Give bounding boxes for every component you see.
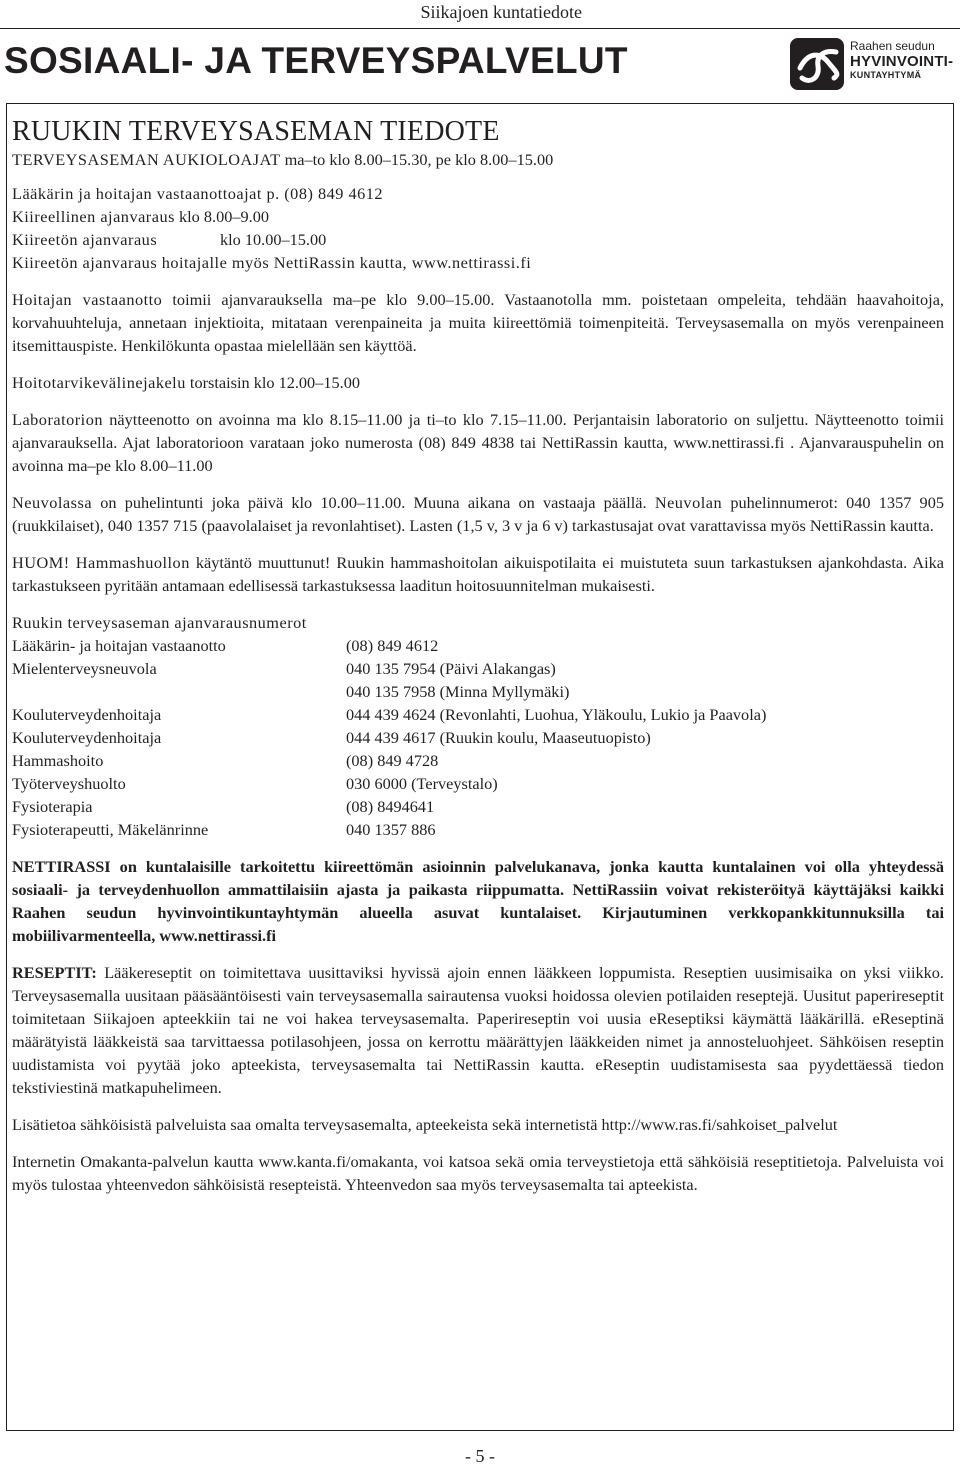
clinic-phone-label: Neuvolan (654, 493, 723, 512)
urgent-booking (12, 205, 944, 228)
knot-logo-icon (790, 38, 844, 90)
clinic-text-1: on puhelintunti joka päivä klo 10.00–11.00. Muuna aikana on vastaaja päällä. (92, 493, 655, 512)
contact-number: 040 135 7958 (Minna Myllymäki) (346, 682, 570, 701)
contact-number: (08) 8494641 (346, 797, 435, 816)
contact-row (12, 657, 944, 680)
logo-text (850, 40, 953, 80)
more-info-paragraph: Lisätietoa sähköisistä palveluista saa omalta terveysasemalta, apteekeista sekä internetistä http://www.ras.fi/sahkoiset_palvelut (12, 1115, 838, 1134)
logo-line-2: HYVINVOINTI- (850, 53, 954, 70)
header-divider (0, 28, 960, 29)
nettirassi-paragraph: NETTIRASSI on kuntalaisille tarkoitettu kiireettömän asioinnin palvelukanava, jonka kautta kuntalainen voi olla yhteydessä sosiaali- ja terveydenhuollon ammattilaisiin ajasta ja paikasta riippumatta. NettiRassiin voivat rekisteröityä käyttäjäksi kaikki Raahen seudun hyvinvointikuntayhtymän alueella asuvat kuntalaiset. Kirjautuminen verkkopankkitunnuksilla tai mobiilivarmenteella, www.nettirassi.fi (12, 857, 944, 945)
contact-row (12, 703, 944, 726)
dental-label: Hammashuollon (75, 553, 190, 572)
contacts-table (12, 634, 944, 841)
contact-row (12, 795, 944, 818)
nurse-label: Hoitajan vastaanotto (12, 290, 163, 309)
lab-label: Laboratorion (12, 410, 103, 429)
urgent-booking-time: klo 8.00–9.00 (174, 207, 270, 226)
contact-name: Mielenterveysneuvola (12, 659, 157, 678)
opening-hours-label: TERVEYSASEMAN AUKIOLOAJAT (12, 150, 281, 169)
lab-text: näytteenotto on avoinna ma klo 8.15–11.00 ja ti–to klo 7.15–11.00. Perjantaisin laboratorio on suljettu. Näytteenotto toimii ajanvarauksella. Ajat laboratorioon varataan joko numerosta (08) 849 4838 tai NettiRassin kautta, www.nettirassi.fi . Ajanvarauspuhelin on avoinna ma–pe klo 8.00–11.00 (12, 410, 944, 475)
contact-row (12, 680, 944, 703)
contact-row (12, 749, 944, 772)
prescriptions-text: Lääkereseptit on toimitettava uusittaviksi hyvissä ajoin ennen lääkkeen loppumista. Reseptien uusimisaika on yksi viikko. Terveysasemalla uusitaan pääsääntöisesti vain terveysasemalla sairautensa vuoksi hoidossa olevien potilaiden reseptejä. Uusitut paperireseptit toimitetaan Siikajoen apteekkiin tai ne voi hakea terveysasemalta. Paperireseptin voi uusia eReseptiksi käymättä lääkärillä. eReseptinä määrätyistä lääkkeistä saa tarvittaessa potilasohjeen, jossa on kerrottu määrättyjen lääkkeiden nimet ja annosteluohjeet. Sähköisen reseptin uudistamista voi pyytää joko apteekista, terveysasemalta tai NettiRassin kautta. eReseptin uudistamisesta saa pyydettäessä tiedon tekstiviestinä matkapuhelimeen. (12, 963, 944, 1097)
nurse-paragraph (12, 288, 944, 357)
article-content (12, 116, 944, 1196)
clinic-paragraph (12, 491, 944, 537)
lab-paragraph (12, 408, 944, 477)
dental-text: käytäntö muuttunut! Ruukin hammashoitolan aikuispotilaita ei muistuteta suun tarkastuksen ajankohdasta. Aika tarkastukseen pyritään antamaan edellisessä tarkastuksessa laaditun hoitosuunnitelman mukaisesti. (12, 553, 944, 595)
article-title: RUUKIN TERVEYSASEMAN TIEDOTE (12, 116, 500, 147)
contact-number: (08) 849 4612 (346, 636, 439, 655)
clinic-label: Neuvolassa (12, 493, 93, 512)
nonurgent-booking (12, 228, 944, 251)
supplies-paragraph (12, 371, 944, 394)
opening-hours (12, 148, 944, 171)
nonurgent-booking-time: klo 10.00–15.00 (220, 230, 327, 249)
urgent-booking-label: Kiireellinen ajanvaraus (12, 207, 175, 226)
contact-name: Fysioterapia (12, 797, 93, 816)
kanta-paragraph: Internetin Omakanta-palvelun kautta www.kanta.fi/omakanta, voi katsoa sekä omia terveystietoja että sähköisiä reseptitietoja. Palveluista voi myös tulostaa yhteenvedon sähköisistä resepteistä. Yhteenvedon saa myös terveysasemalta tai apteekista. (12, 1152, 944, 1194)
logo-line-1: Raahen seudun (850, 39, 935, 53)
contact-row (12, 818, 944, 841)
contact-name: Työterveyshuolto (12, 774, 126, 793)
page-number: - 5 - (465, 1446, 495, 1466)
supplies-text: torstaisin klo 12.00–15.00 (185, 373, 360, 392)
nurse-text: toimii ajanvarauksella ma–pe klo 9.00–15.00. Vastaanotolla mm. poistetaan ompeleita, tehdään haavahoitoja, korvahuuhteluja, annetaan injektioita, mitataan verenpaineita ja muita kiireettömiä toimenpiteitä. Terveysasemalla on myös verenpaineen itsemittauspiste. Henkilökunta opastaa mielellään sen käyttöä. (12, 290, 945, 355)
contact-number: 040 1357 886 (346, 820, 436, 839)
nettirassi-booking: Kiireetön ajanvaraus hoitajalle myös NettiRassin kautta, www.nettirassi.fi (12, 253, 532, 272)
dental-notice-label: HUOM! (12, 553, 70, 572)
nonurgent-booking-label: Kiireetön ajanvaraus (12, 230, 158, 249)
dental-paragraph (12, 551, 944, 597)
contact-name (12, 680, 346, 703)
contact-row (12, 634, 944, 657)
contact-number: 040 135 7954 (Päivi Alakangas) (346, 659, 556, 678)
contact-name: Kouluterveydenhoitaja (12, 705, 162, 724)
contact-name: Fysioterapeutti, Mäkelänrinne (12, 820, 209, 839)
section-title: SOSIAALI- JA TERVEYSPALVELUT (4, 40, 628, 81)
publication-name: Siikajoen kuntatiedote (420, 2, 582, 22)
contact-row (12, 726, 944, 749)
contact-row (12, 772, 944, 795)
contact-number: 044 439 4617 (Ruukin koulu, Maaseutuopisto) (346, 728, 651, 747)
contact-name: Kouluterveydenhoitaja (12, 728, 162, 747)
prescriptions-label: RESEPTIT: (12, 963, 97, 982)
supplies-label: Hoitotarvikevälinejakelu (12, 373, 186, 392)
reception-line: Lääkärin ja hoitajan vastaanottoajat p. (08) 849 4612 (12, 184, 384, 203)
contact-number: 044 439 4624 (Revonlahti, Luohua, Yläkoulu, Lukio ja Paavola) (346, 705, 767, 724)
prescriptions-paragraph (12, 961, 944, 1099)
contact-number: 030 6000 (Terveystalo) (346, 774, 498, 793)
contact-name: Hammashoito (12, 751, 104, 770)
organization-logo (790, 38, 958, 94)
opening-hours-text: ma–to klo 8.00–15.30, pe klo 8.00–15.00 (280, 150, 554, 169)
contacts-title: Ruukin terveysaseman ajanvarausnumerot (12, 613, 307, 632)
contact-number: (08) 849 4728 (346, 751, 439, 770)
contact-name: Lääkärin- ja hoitajan vastaanotto (12, 636, 226, 655)
clinic-text-2: puhelinnumerot: 040 1357 905 (ruukkilaiset), 040 1357 715 (paavolalaiset ja revonlahtiset). Lasten (1,5 v, 3 v ja 6 v) tarkastusajat ovat varattavissa myös NettiRassin kautta. (12, 493, 944, 535)
logo-line-3: KUNTAYHTYMÄ (850, 70, 922, 80)
